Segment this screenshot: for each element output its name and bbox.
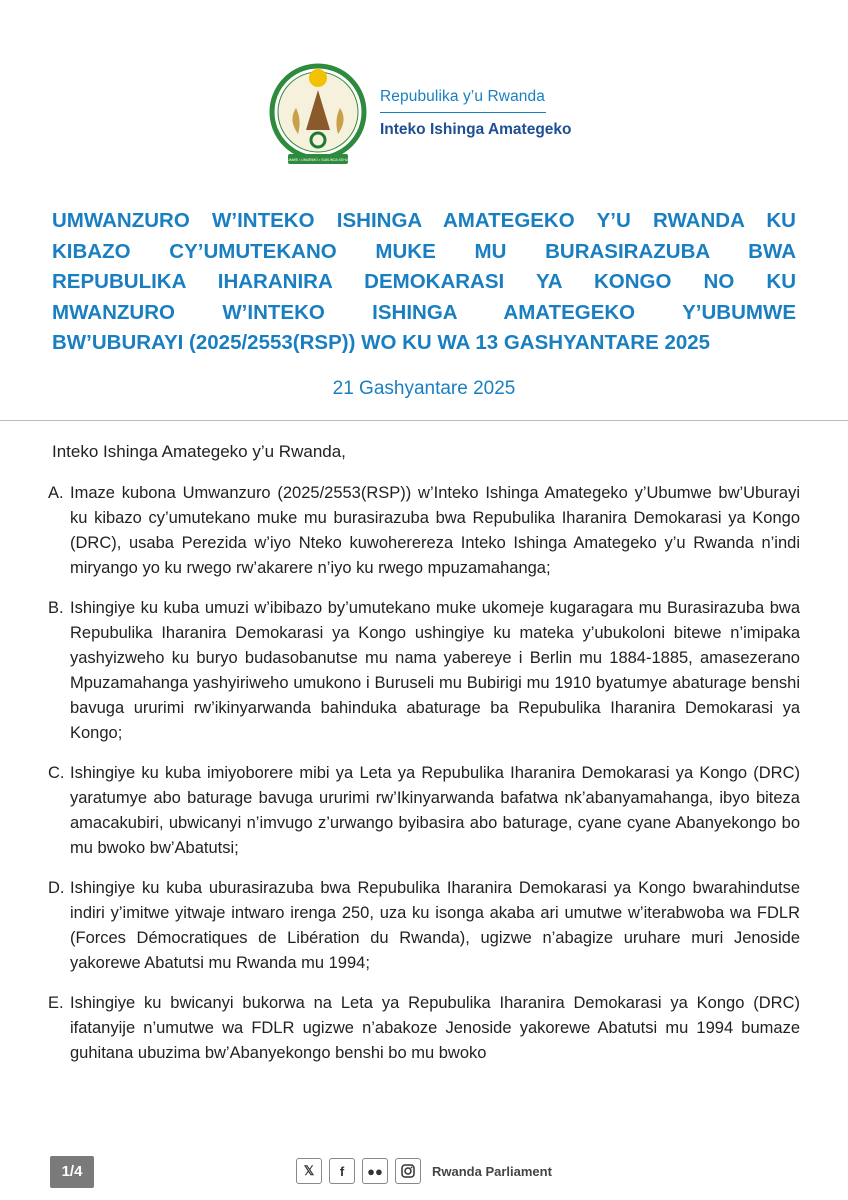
clause-letter: D. [48, 879, 65, 897]
clause-item [48, 761, 800, 861]
document-date: 21 Gashyantare 2025 [332, 378, 516, 399]
clause-item [48, 596, 800, 746]
clause-text: Imaze kubona Umwanzuro (2025/2553(RSP)) w’Inteko Ishinga Amategeko y’Ubumwe bw’Uburayi ku kibazo cy’umutekano muke mu burasirazuba bwa Repubulika Iharanira Demokarasi ya Kongo (DRC), usaba Perezida w’iyo Nteko kuwoherereza Inteko Ishinga Amategeko y’u Rwanda n’indi miryango yo ku rwego rw’akarere n’iyo ku rwego mpuzamahanga; [70, 484, 800, 577]
title-line: BW’UBURAYI (2025/2553(RSP)) WO KU WA 13 GASHYANTARE 2025 [52, 331, 711, 354]
clause-text: Ishingiye ku kuba umuzi w’ibibazo by’umutekano muke ukomeje kugaragara mu Burasirazuba bwa Repubulika Iharanira Demokarasi ya Kongo ushingiye ku mateka y’ubukoloni bitewe n’imipaka yashyizweho ku buryo budasobanutse mu nama yabereye i Berlin mu 1884-1885, amasezerano Mpuzamahanga yashyiriweho umukono i Buruseli mu Bubirigi mu 1910 byatumye abaturage benshi bavuga ururimi rw’ikinyarwanda bahinduka abaturage ba Repubulika Iharanira Demokarasi ya Kongo; [70, 599, 800, 742]
title-line: UMWANZURO W’INTEKO ISHINGA AMATEGEKO Y’U RWANDA KU [52, 209, 796, 232]
flickr-icon[interactable]: ●● [362, 1158, 388, 1184]
facebook-icon[interactable]: f [329, 1158, 355, 1184]
x-icon[interactable]: 𝕏 [296, 1158, 322, 1184]
clause-letter: C. [48, 764, 65, 782]
org-divider [380, 112, 546, 113]
document-header [268, 58, 598, 178]
clause-text: Ishingiye ku bwicanyi bukorwa na Leta ya Repubulika Iharanira Demokarasi ya Kongo (DRC) ifatanyije n’umutwe wa FDLR ugizwe n’abakoze Jenoside yakorewe Abatutsi mu 1994 bumaze guhitana ubuzima bw’Abanyekongo benshi bo mu bwoko [70, 994, 800, 1062]
clause-list [48, 481, 800, 1081]
clause-letter: E. [48, 994, 64, 1012]
clause-letter: A. [48, 484, 64, 502]
clause-item [48, 481, 800, 581]
organization-name [380, 88, 572, 139]
clause-text: Ishingiye ku kuba imiyoborere mibi ya Leta ya Repubulika Iharanira Demokarasi ya Kongo (DRC) yaratumye abo baturage bavuga ururimi rw’Ikinyarwanda bafatwa nk’abanyamahanga, ibyo biteza amacakubiri, ubwicanyi n’imvugo z’urwango byibasira abo baturage, cyane cyane Abanyekongo bo mu bwoko bw’Abatutsi; [70, 764, 800, 857]
title-line: KIBAZO CY’UMUTEKANO MUKE MU BURASIRAZUBA BWA [52, 239, 796, 263]
social-handle: Rwanda Parliament [432, 1163, 552, 1179]
clause-text: Ishingiye ku kuba uburasirazuba bwa Repubulika Iharanira Demokarasi ya Kongo bwarahindutse indiri y’imitwe yitwaje intwaro irenga 250, uza ku isonga akaba ari umutwe w’iterabwoba wa FDLR (Forces Démocratiques de Libération du Rwanda), ugizwe n’abagize uruhare muri Jenoside yakorewe Abatutsi mu Rwanda mu 1994; [70, 879, 800, 972]
intro-text: Inteko Ishinga Amategeko y’u Rwanda, [52, 442, 346, 461]
org-line2: Inteko Ishinga Amategeko [380, 121, 572, 138]
title-line: REPUBULIKA IHARANIRA DEMOKARASI YA KONGO NO KU [52, 270, 796, 293]
rwanda-seal-logo [268, 58, 368, 170]
clause-item [48, 876, 800, 976]
social-links [296, 1158, 552, 1184]
page-number: 1/4 [50, 1156, 94, 1188]
instagram-icon[interactable] [395, 1158, 421, 1184]
clause-item [48, 991, 800, 1066]
clause-letter: B. [48, 599, 64, 617]
section-divider [0, 420, 848, 421]
title-line: MWANZURO W’INTEKO ISHINGA AMATEGEKO Y’UBUMWE [52, 300, 796, 324]
org-line1: Repubulika y’u Rwanda [380, 88, 545, 105]
svg-text:UBUMWE • UMURIMO • GUKUNDA IGI: UBUMWE • UMURIMO • GUKUNDA IGIHUGU [282, 158, 354, 162]
document-title [52, 206, 796, 359]
